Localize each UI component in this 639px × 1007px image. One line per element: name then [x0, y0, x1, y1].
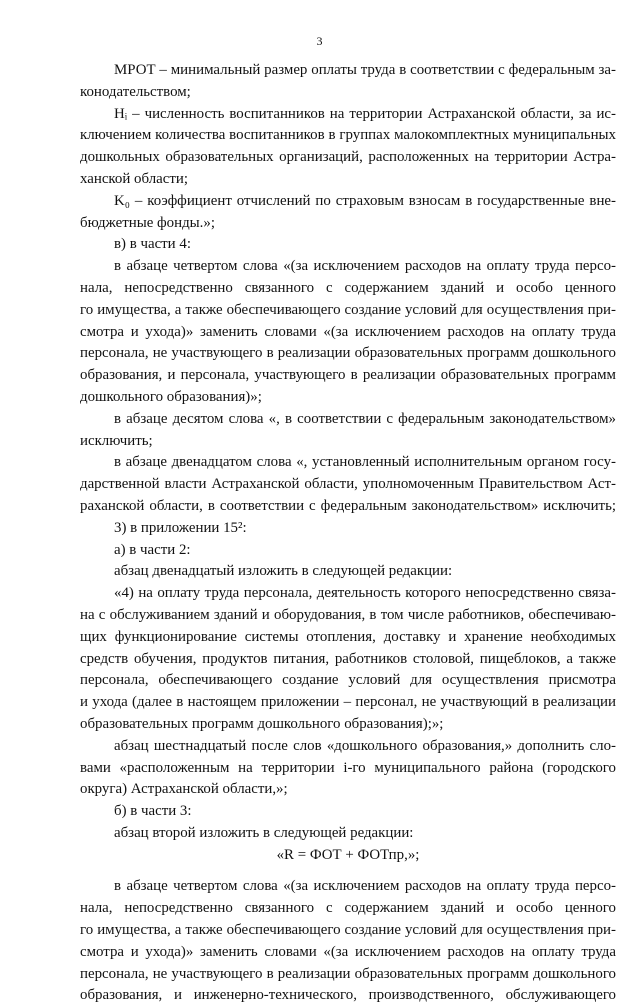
- text-line: персонала, не участвующего в реализации образовательных программ дошкольного: [80, 345, 616, 362]
- text-line: «4) на оплату труда персонала, деятельность которого непосредственно связа-: [114, 585, 616, 602]
- text-line: б) в части 3:: [114, 803, 192, 820]
- text-line: в) в части 4:: [114, 236, 191, 253]
- text-line: 3) в приложении 15²:: [114, 519, 247, 536]
- text-line: нала, непосредственно связанного с содержанием зданий и особо ценного: [80, 900, 616, 917]
- text-line: нала, непосредственно связанного с содержанием зданий и особо ценного: [80, 279, 616, 296]
- text-line: ключением количества воспитанников в группах малокомплектных муниципальных: [80, 127, 616, 144]
- text-line: а) в части 2:: [114, 541, 191, 558]
- text-line: абзац двенадцатый изложить в следующей редакции:: [114, 563, 453, 580]
- text-line: МРОТ – минимальный размер оплаты труда в соответствии с федеральным за-: [114, 62, 616, 78]
- text-line: дарственной власти Астраханской области, уполномоченным Правительством Аст-: [80, 476, 616, 493]
- text-line: Hᵢ – численность воспитанников на территории Астраханской области, за ис-: [114, 105, 616, 122]
- text-line: дошкольного образования)»;: [80, 388, 262, 405]
- text-line: на с обслуживанием зданий и оборудования, в том числе работников, обеспечиваю-: [80, 606, 616, 623]
- text-line: бюджетные фонды.»;: [80, 214, 215, 231]
- text-line: в абзаце десятом слова «, в соответствии с федеральным законодательством»: [114, 410, 616, 427]
- text-line: конодательством;: [80, 83, 191, 100]
- text-line: персонала, обеспечивающего создание условий для осуществления присмотра: [80, 672, 616, 689]
- text-line: ханской области;: [80, 170, 188, 187]
- formula-line: «R = ФОТ + ФОТпр,»;: [276, 846, 420, 863]
- text-line: образования, и инженерно-технического, производственного, обслуживающего: [80, 987, 616, 1004]
- text-line: абзац шестнадцатый после слов «дошкольного образования,» дополнить сло-: [114, 737, 616, 754]
- text-line: го имущества, а также обеспечивающего создание условий для осуществления при-: [80, 301, 616, 318]
- text-line: средств обучения, продуктов питания, работников столовой, пищеблоков, а также: [80, 650, 616, 667]
- text-line: смотра и ухода)» заменить словами «(за исключением расходов на оплату труда: [80, 943, 616, 960]
- text-line: в абзаце четвертом слова «(за исключением расходов на оплату труда персо-: [114, 258, 616, 275]
- document-body: [80, 60, 616, 1007]
- text-line: персонала, не участвующего в реализации образовательных программ дошкольного: [80, 965, 616, 982]
- text-line: вами «расположенным на территории i-го муниципального района (городского: [80, 759, 616, 776]
- text-line: абзац второй изложить в следующей редакции:: [114, 824, 414, 841]
- text-line: в абзаце двенадцатом слова «, установленный исполнительным органом госу-: [114, 454, 616, 471]
- text-line: и ухода (далее в настоящем приложении – персонал, не участвующий в реализации: [80, 694, 616, 711]
- text-line: щих функционирование системы отопления, доставку и хранение необходимых: [80, 628, 616, 645]
- text-line: в абзаце четвертом слова «(за исключением расходов на оплату труда персо-: [114, 878, 616, 895]
- page-number: 3: [316, 34, 323, 48]
- text-line: исключить;: [80, 432, 153, 449]
- text-line: смотра и ухода)» заменить словами «(за исключением расходов на оплату труда: [80, 323, 616, 340]
- text-line: округа) Астраханской области,»;: [80, 781, 288, 798]
- text-line: го имущества, а также обеспечивающего создание условий для осуществления при-: [80, 922, 616, 939]
- text-line: образовательных программ дошкольного образования);»;: [80, 715, 444, 732]
- text-line: K₀ – коэффициент отчислений по страховым взносам в государственные вне-: [114, 192, 616, 209]
- text-line: раханской области, в соответствии с федеральным законодательством» исключить;: [80, 497, 616, 514]
- text-line: дошкольных образовательных организаций, расположенных на территории Астра-: [80, 149, 616, 166]
- text-line: образования, и персонала, участвующего в реализации образовательных программ: [80, 367, 616, 384]
